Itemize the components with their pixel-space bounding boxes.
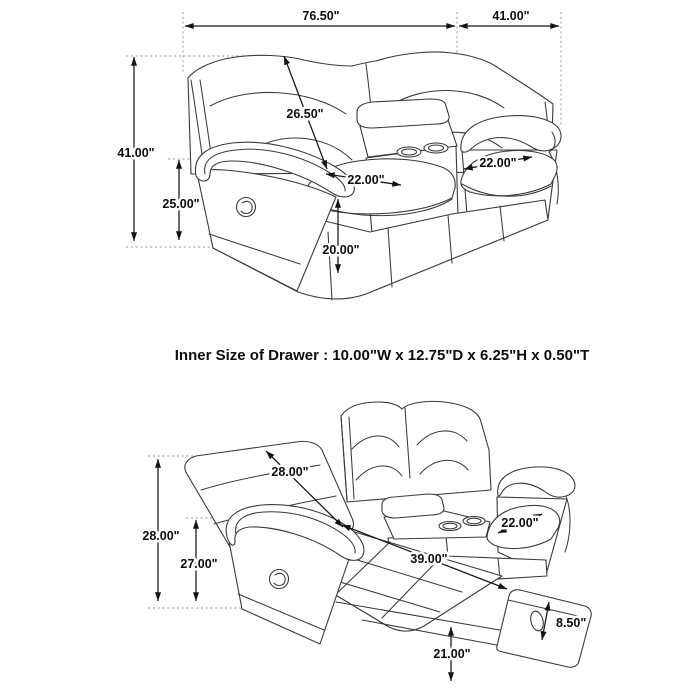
dim-label-arm-height: 27.00" (180, 557, 218, 571)
figure-top (117, 9, 561, 300)
dim-label-overall-height: 41.00" (117, 146, 155, 160)
dim-label-seat-width: 22.00" (501, 516, 539, 530)
cupholder-inner (429, 145, 444, 151)
cupholder-inner (402, 149, 417, 155)
loveseat-reclined-drawing (185, 401, 591, 667)
dim-label-overall-depth: 41.00" (492, 9, 530, 23)
dim-label-arm-height: 25.00" (162, 197, 200, 211)
dim-label-footrest-floor-height: 21.00" (433, 647, 471, 661)
dim-label-footrest-depth: 8.50" (556, 616, 587, 630)
cupholder-inner (467, 518, 481, 524)
footrest-rail (362, 620, 502, 646)
dim-label-overall-height: 28.00" (142, 529, 180, 543)
figure-bottom (142, 401, 591, 681)
dim-label-back-height: 26.50" (286, 107, 324, 121)
right-seat-back (341, 401, 491, 502)
console-drawer-lid (382, 494, 444, 518)
dim-label-base-height: 20.00" (322, 243, 360, 257)
right-arm-pillow (498, 467, 575, 497)
dim-label-seat-width-left: 22.00" (347, 173, 385, 187)
drawer-size-note: Inner Size of Drawer : 10.00"W x 12.75"D x 6.25"H x 0.50"T (174, 347, 590, 364)
dim-label-back-length: 28.00" (271, 465, 309, 479)
cupholder-inner (443, 523, 457, 529)
dim-label-seat-width-right: 22.00" (479, 156, 517, 170)
console-drawer-lid (357, 99, 449, 128)
dim-label-recline-length: 39.00" (410, 552, 448, 566)
dim-label-overall-width: 76.50" (302, 9, 340, 23)
